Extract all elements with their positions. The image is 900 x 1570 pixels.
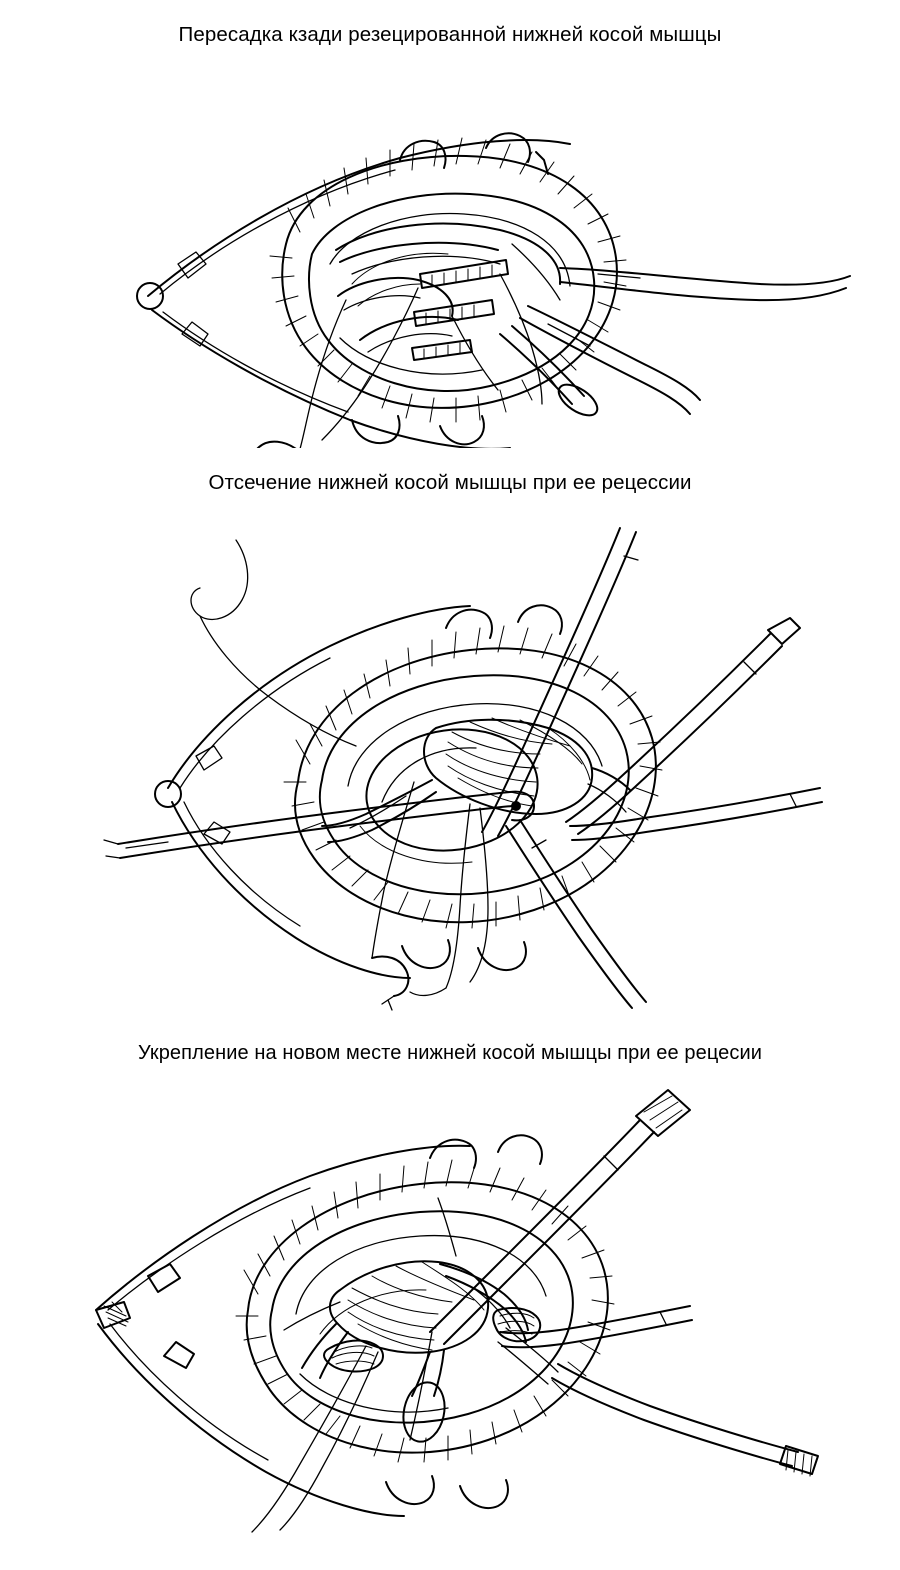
muscle-clamp	[412, 260, 508, 360]
figure-1-caption: Пересадка кзади резецированной нижней косой мышцы	[178, 23, 722, 46]
figure-1-illustration	[0, 48, 900, 448]
figure-2-caption: Отсечение нижней косой мышцы при ее рецессии	[208, 471, 692, 494]
eyelid-speculum	[137, 133, 570, 448]
eyelid-lashes	[270, 138, 626, 422]
eyelid-lashes	[284, 626, 662, 928]
figure-3-illustration	[0, 1066, 900, 1546]
figure-3-caption: Укрепление на новом месте нижней косой мышцы при ее рецесии	[137, 1042, 763, 1064]
suture-threads	[252, 1198, 558, 1532]
curved-needle	[248, 442, 300, 448]
eyelid-speculum	[96, 1135, 542, 1516]
scissors	[482, 528, 646, 1008]
sclera	[270, 1211, 573, 1422]
eyelid-speculum	[155, 605, 562, 978]
cornea	[320, 675, 629, 894]
needle-holder	[430, 1090, 690, 1344]
forceps	[500, 268, 850, 421]
figure-3	[0, 1040, 900, 1560]
forceps	[566, 618, 822, 840]
figure-2	[0, 470, 900, 1030]
figure-1	[0, 22, 900, 462]
figure-2-illustration	[0, 496, 900, 1016]
forceps	[500, 1306, 818, 1476]
curved-needle	[372, 957, 408, 1011]
